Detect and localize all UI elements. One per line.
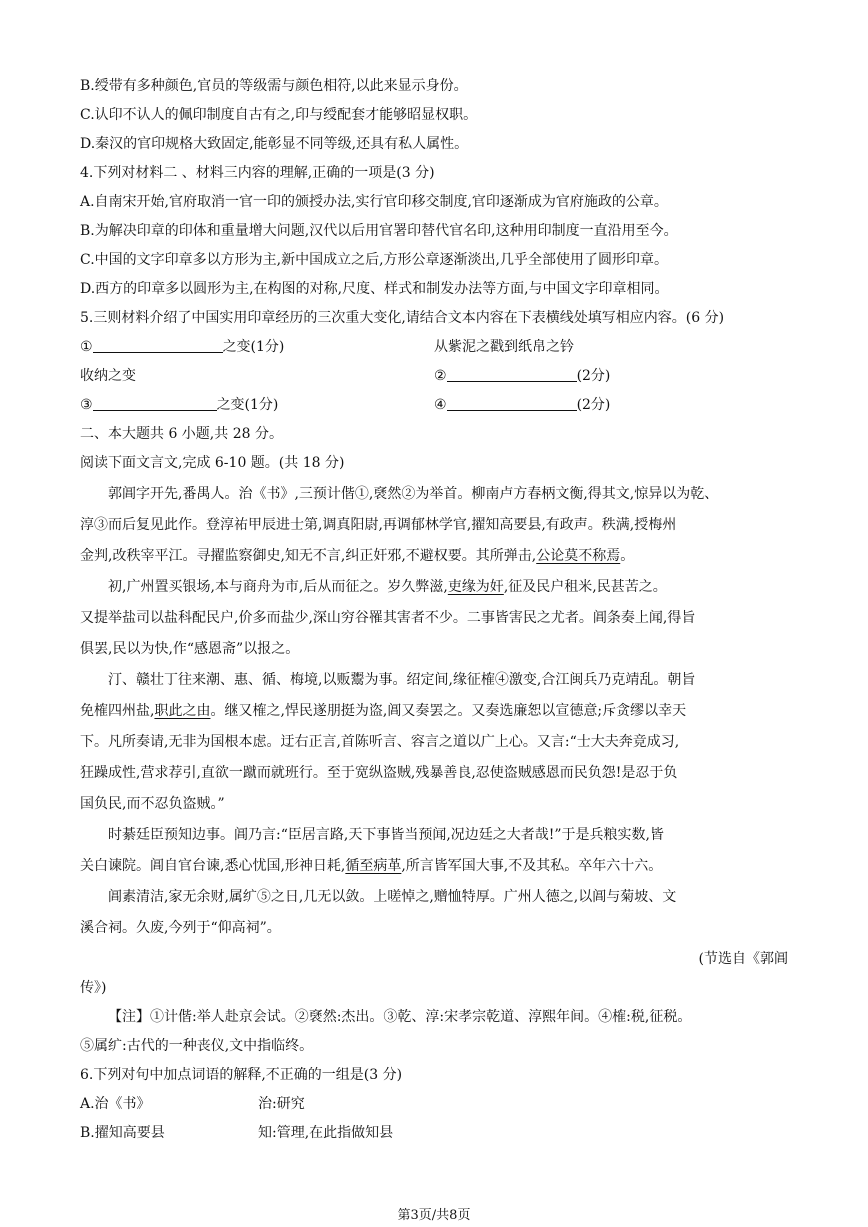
q5-row3-right-text: (2分)	[576, 397, 611, 413]
blank-number-3: ③	[80, 397, 93, 413]
q4-stem: 4.下列对材料二 、材料三内容的理解,正确的一项是(3 分)	[80, 165, 435, 181]
fill-blank-4[interactable]	[447, 396, 577, 411]
q6-option-b-definition: 知:管理,在此指做知县	[258, 1125, 394, 1141]
q5-row1-left-text: 之变(1分)	[222, 339, 285, 355]
passage-line: 下。凡所奏请,无非为国根本虑。迂右正言,首陈听言、容言之道以广上心。又言:“士大夫奔竞成习,	[80, 734, 680, 750]
blank-number-1: ①	[80, 339, 93, 355]
underlined-sentence: 公论莫不称焉	[536, 548, 621, 564]
underlined-sentence: 吏缘为奸	[447, 579, 504, 595]
passage-text: ,征及民户租米,民甚苦之。	[503, 579, 667, 595]
q5-row3-left	[80, 395, 278, 415]
section-heading: 二、本大题共 6 小题,共 28 分。	[80, 426, 283, 442]
q4-option-a: A.自南宋开始,官府取消一官一印的颁授办法,实行官印移交制度,官印逐渐成为官府施政的公章。	[80, 194, 668, 210]
fill-blank-3[interactable]	[93, 396, 217, 411]
passage-text: 关白谏院。阊自官台谏,悉心忧国,形神日耗,	[80, 858, 346, 874]
passage-line: 阊素清洁,家无余财,属纩⑤之日,几无以敛。上嗟悼之,赠恤特厚。广州人德之,以阊与菊坡、文	[108, 889, 677, 905]
passage-line	[80, 546, 634, 566]
q5-row2-right-text: (2分)	[576, 368, 611, 384]
q5-row3-left-text: 之变(1分)	[216, 397, 279, 413]
underlined-sentence: 循至病革	[345, 858, 402, 874]
q5-stem: 5.三则材料介绍了中国实用印章经历的三次重大变化,请结合文本内容在下表横线处填写相应内容。(6 分)	[80, 310, 725, 326]
q4-option-c: C.中国的文字印章多以方形为主,新中国成立之后,方形公章逐渐淡出,几乎全部使用了圆形印章。	[80, 252, 669, 268]
passage-text: 免榷四州盐,	[80, 703, 155, 719]
passage-line	[80, 856, 662, 876]
passage-source: 传》)	[80, 980, 107, 996]
q3-option-c: C.认印不认人的佩印制度自古有之,印与绶配套才能够昭显权职。	[80, 107, 478, 123]
underlined-sentence: 职此之由	[154, 703, 211, 719]
fill-blank-2[interactable]	[447, 367, 577, 382]
passage-line: 狂躁成性,营求荐引,直欲一蹴而就班行。至于宽纵盗贼,残暴善良,忍使盗贼感恩而民负怨!是忍于负	[80, 765, 678, 781]
q6-option-b-phrase: B.擢知高要县	[80, 1125, 165, 1141]
q6-option-a-definition: 治:研究	[258, 1096, 305, 1112]
passage-line: 时綦廷臣预知边事。阊乃言:“臣居言路,天下事皆当预闻,况边廷之大者哉!”于是兵粮实数,皆	[108, 827, 665, 843]
page-number: 第3页/共8页	[397, 1208, 471, 1223]
passage-line	[80, 701, 686, 721]
passage-line: 淳③而后复见此作。登淳祐甲辰进士第,调真阳尉,再调郁林学官,擢知高要县,有政声。秩满,授梅州	[80, 517, 677, 533]
q3-option-b: B.绶带有多种颜色,官员的等级需与颜色相符,以此来显示身份。	[80, 78, 468, 94]
passage-line: 溪合祠。久废,今列于“仰高祠”。	[80, 920, 281, 936]
passage-text: ,所言皆军国大事,不及其私。卒年六十六。	[401, 858, 663, 874]
q5-row2-left: 收纳之变	[80, 368, 136, 384]
section-intro: 阅读下面文言文,完成 6-10 题。(共 18 分)	[80, 455, 345, 471]
blank-number-4: ④	[434, 397, 447, 413]
q4-option-d: D.西方的印章多以圆形为主,在构图的对称,尺度、样式和制发办法等方面,与中国文字印章相同。	[80, 281, 669, 297]
passage-source: (节选自《郭阊	[698, 951, 788, 967]
passage-line: 俱罢,民以为快,作“感恩斋”以报之。	[80, 641, 300, 657]
passage-text: 初,广州置买银场,本与商舟为市,后从而征之。岁久弊滋,	[108, 579, 448, 595]
q3-option-d: D.秦汉的官印规格大致固定,能彰显不同等级,还具有私人属性。	[80, 136, 469, 152]
q6-option-a-phrase: A.治《书》	[80, 1096, 151, 1112]
blank-number-2: ②	[434, 368, 447, 384]
passage-text: 。继又榷之,悍民遂朋挺为盗,阊又奏罢之。又奏选廉恕以宣德意;斥贪缪以幸天	[210, 703, 687, 719]
q5-row1-right: 从紫泥之戳到纸帛之钤	[434, 339, 574, 355]
q6-stem: 6.下列对句中加点词语的解释,不正确的一组是(3 分)	[80, 1067, 403, 1083]
q5-row1-left	[80, 337, 284, 357]
passage-line: 国负民,而不忍负盗贼。”	[80, 796, 225, 812]
q4-option-b: B.为解决印章的印体和重量增大问题,汉代以后用官署印替代官名印,这种用印制度一直沿用至今。	[80, 223, 678, 239]
passage-text: 金判,改秩宰平江。寻擢监察御史,知无不言,纠正奸邪,不避权要。其所弹击,	[80, 548, 537, 564]
passage-text: 。	[620, 548, 635, 564]
q5-row2-right	[434, 366, 610, 386]
passage-line: 汀、赣壮丁往来潮、惠、循、梅境,以贩鬻为事。绍定间,缘征榷④激变,合江闽兵乃克靖乱。朝旨	[108, 672, 696, 688]
notes-line: 【注】①计偕:举人赴京会试。②褎然:杰出。③乾、淳:宋孝宗乾道、淳熙年间。④榷:税,征税。	[108, 1009, 692, 1025]
notes-line: ⑤属纩:古代的一种丧仪,文中指临终。	[80, 1038, 314, 1054]
q5-row3-right	[434, 395, 610, 415]
passage-line	[108, 577, 667, 597]
passage-line: 又提举盐司以盐科配民户,价多而盐少,深山穷谷罹其害者不少。二事皆害民之尤者。阊条奏上闻,得旨	[80, 610, 696, 626]
fill-blank-1[interactable]	[93, 338, 223, 353]
passage-line: 郭阊字开先,番禺人。治《书》,三预计偕①,褎然②为举首。柳南卢方春柄文衡,得其文,惊异以为乾、	[108, 486, 719, 502]
